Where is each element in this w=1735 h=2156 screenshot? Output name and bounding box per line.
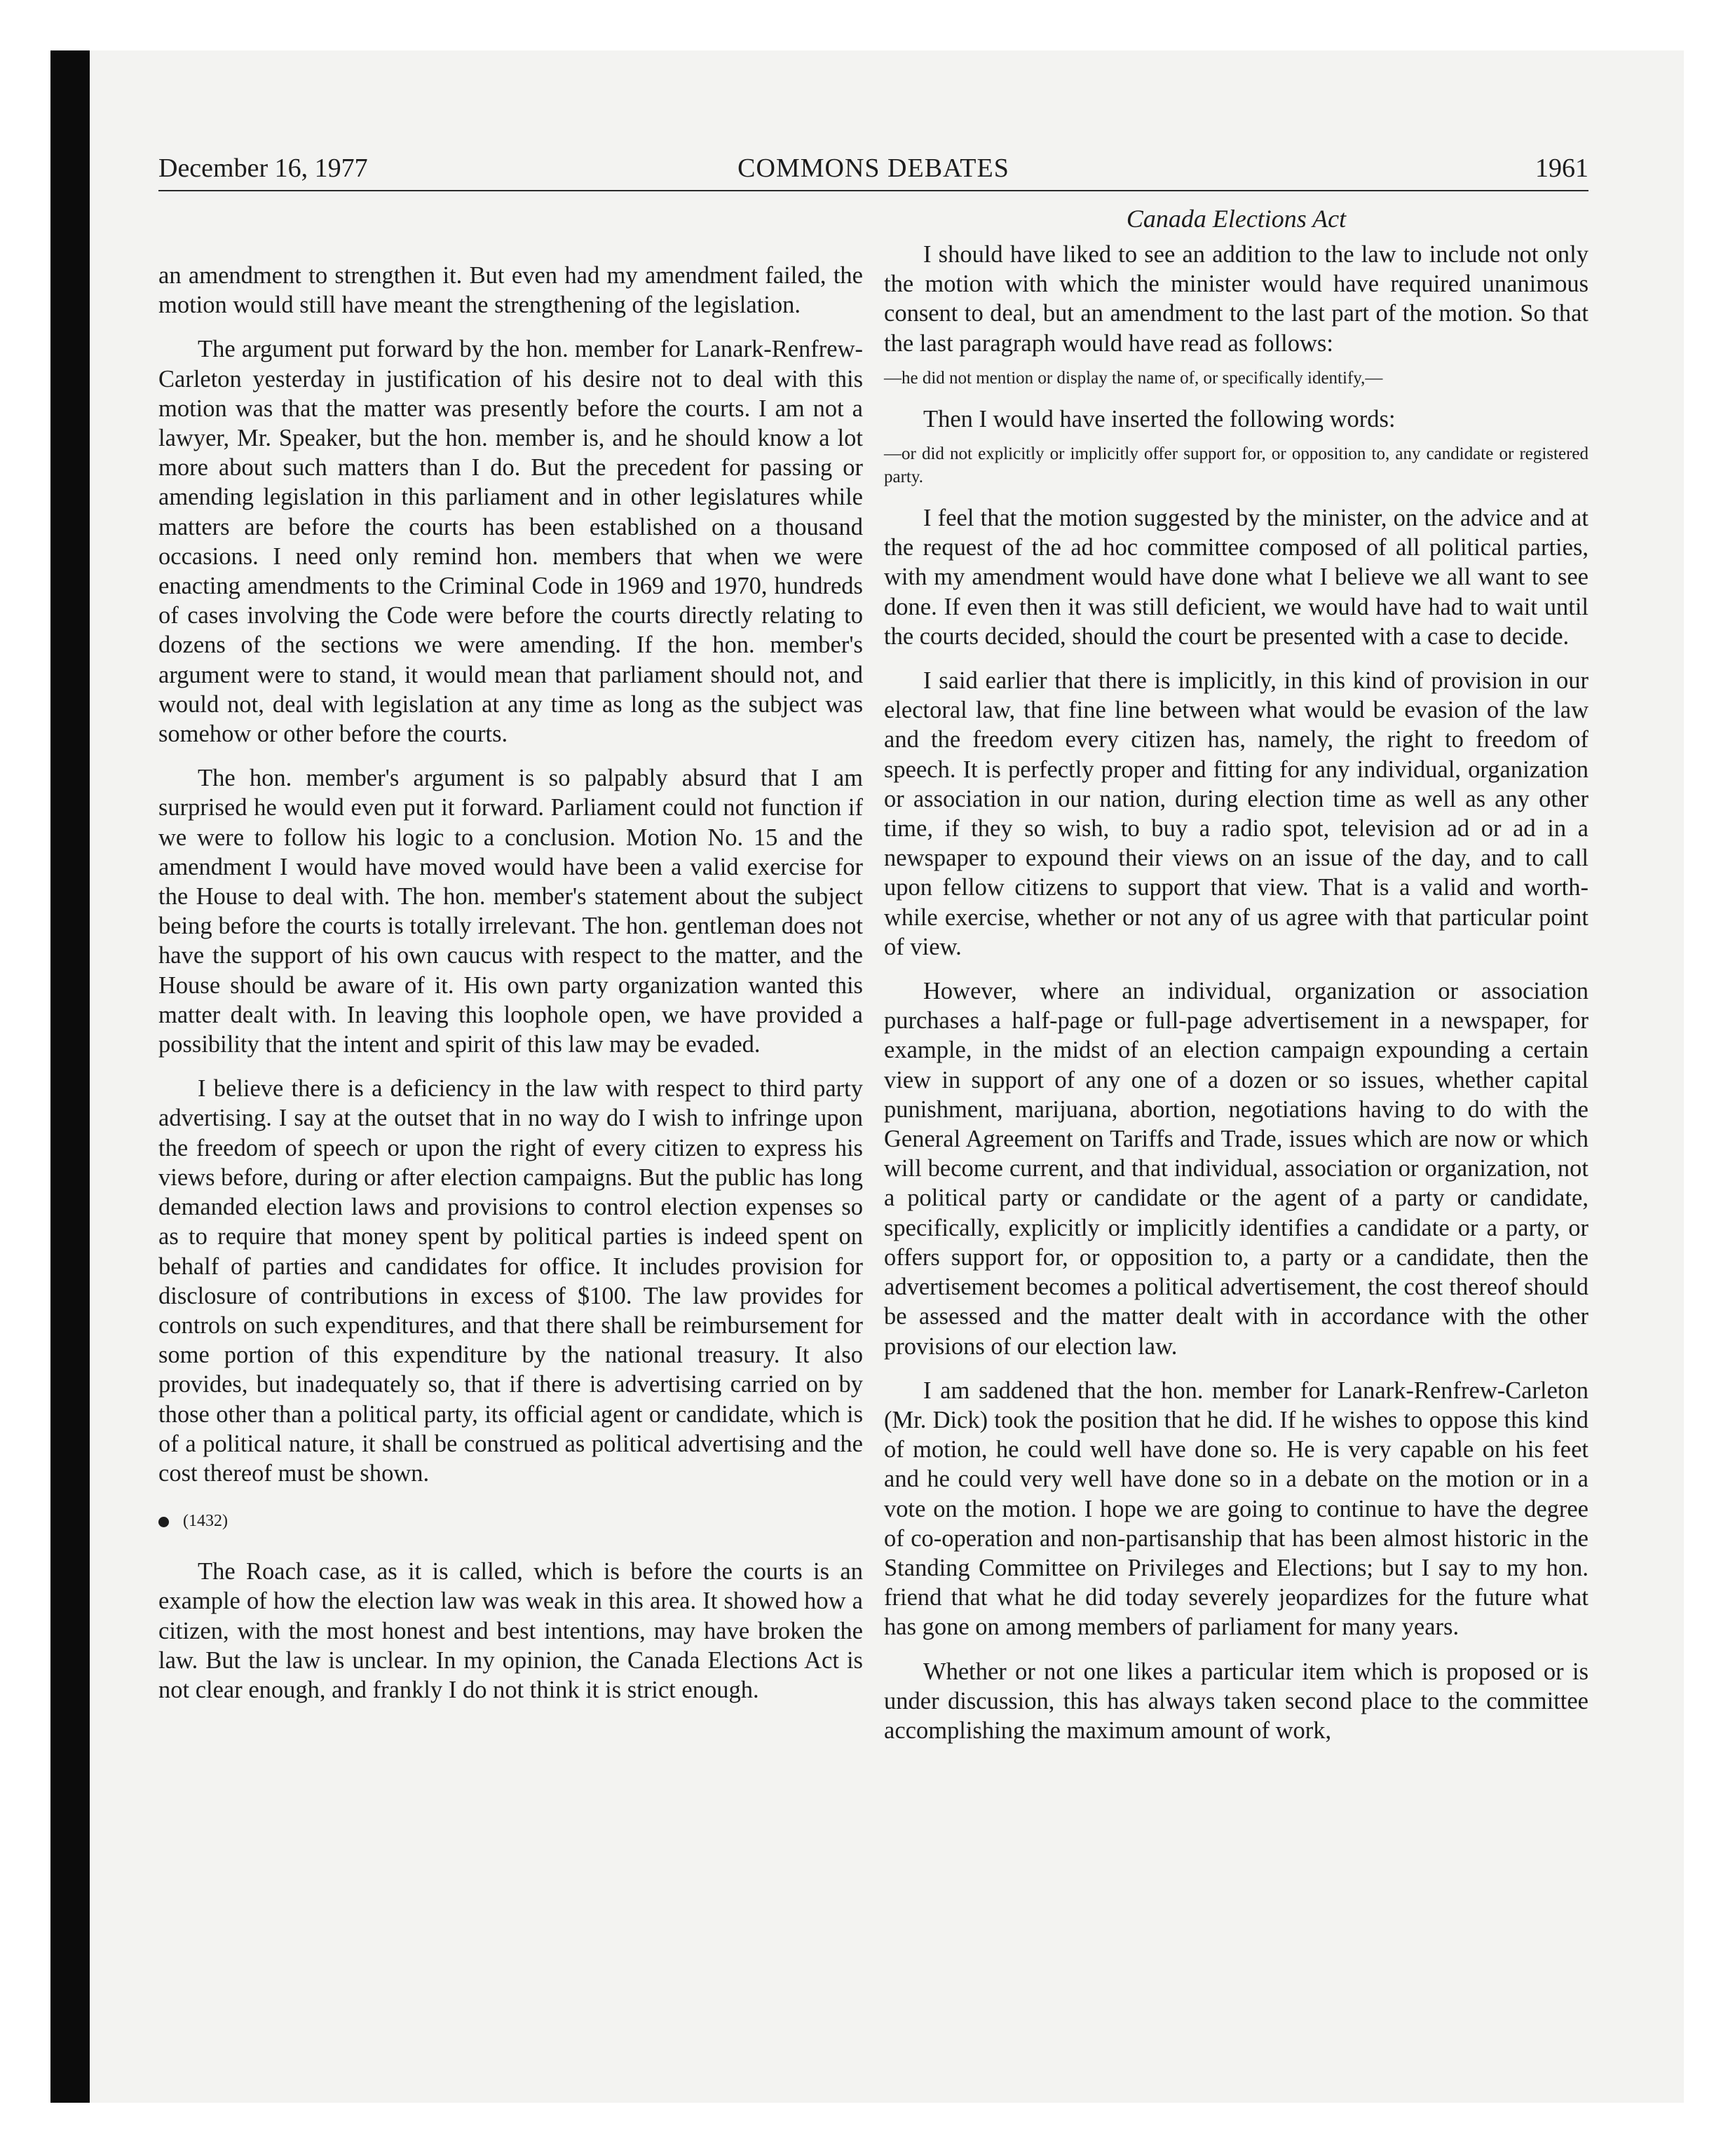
paragraph: I said earlier that there is implicitly, in this kind of provision in our electoral law, that fine line between what would be evasion of the law and the freedom every citizen has, namely, the right to freedom of speech. It is perfectly proper and fitting for any individual, organization or association in our nation, during election time as well as any other time, if they so wish, to buy a radio spot, television ad or ad in a newspaper to expound their views on an issue of the day, and to call upon fellow citizens to support that view. That is a valid and worth-while exercise, whether or not any of us agree with that particular point of view. xyxy=(884,667,1588,960)
header-rule xyxy=(158,190,1588,191)
paragraph: The argument put forward by the hon. member for Lanark-Renfrew-Carleton yesterday in justification of his desire not to deal with this motion was that the matter was presently before the courts. I am not a lawyer, Mr. Speaker, but the hon. member is, and he should know a lot more about such matters than I do. But the precedent for passing or amending legislation in this parliament and in other legislatures while matters are before the courts has been established on a thousand occasions. I need only remind hon. members that when we were enacting amendments to the Criminal Code in 1969 and 1970, hundreds of cases involving the Code were before the courts directly relating to dozens of the sections we were amending. If the hon. member's argument were to stand, it would mean that parliament should not, and would not, deal with legislation at any time as long as the subject was somehow or other before the courts. xyxy=(158,336,863,748)
header-date: December 16, 1977 xyxy=(158,153,368,183)
timestamp: (1432) xyxy=(183,1512,228,1531)
quoted-text: —he did not mention or display the name of, or specifically identify,— xyxy=(884,368,1383,388)
paragraph: I feel that the motion suggested by the minister, on the advice and at the request of the ad hoc committee composed of all political parties, with my amendment would have done what I believe we all want to see done. If even then it was still deficient, we would have had to wait until the courts decided, should the court be presented with a case to decide. xyxy=(884,505,1588,650)
timestamp-marker xyxy=(158,1510,863,1531)
header-publication: COMMONS DEBATES xyxy=(737,153,1009,183)
paragraph: The hon. member's argument is so palpably absurd that I am surprised he would even put it forward. Parliament could not function if we were to follow his logic to a conclusion. Motion No. 15 and the amendment I would have moved would have been a valid exercise for the House to deal with. The hon. member's statement about the subject being before the courts is totally irrelevant. The hon. gentleman does not have the support of his own caucus with respect to the matter, and the House should be aware of it. His own party organization wanted this matter dealt with. In leaving this loophole open, we have provided a possibility that the intent and spirit of this law may be evaded. xyxy=(158,765,863,1058)
header-page-number: 1961 xyxy=(1535,153,1588,183)
paragraph: However, where an individual, organization or association purchases a half-page or full-page advertisement in a newspaper, for example, in the midst of an election campaign expounding a certain view in support of any one of a dozen or so issues, whether capital punishment, marijuana, abortion, negotiations having to do with the General Agreement on Tariffs and Trade, issues which are now or which will become current, and that individual, association or organization, not a political party or candidate or the agent of a party or candidate, specifically, explicitly or implicitly identifies a candidate or a party, or offers support for, or opposition to, a party or a candidate, then the advertisement becomes a political advertisement, the cost thereof should be assessed and the matter dealt with in accordance with the other provisions of our election law. xyxy=(884,978,1588,1360)
paragraph: an amendment to strengthen it. But even had my amendment failed, the motion would still have meant the strengthening of the legislation. xyxy=(158,262,863,319)
left-column-spacer xyxy=(158,203,863,223)
paragraph: I am saddened that the hon. member for Lanark-Renfrew-Carleton (Mr. Dick) took the position that he did. If he wishes to oppose this kind of motion, he could well have done so. He is very capable on his feet and he could very well have done so in a debate on the motion or in a vote on the motion. I hope we are going to continue to have the degree of co-operation and non-partisanship that has been almost historic in the Standing Committee on Privileges and Elections; but I say to my hon. friend that what he did today severely jeopardizes for the future what has gone on among members of parliament for many years. xyxy=(884,1377,1588,1641)
left-column xyxy=(158,203,863,1719)
right-column xyxy=(884,203,1588,1760)
page-header xyxy=(158,153,1588,189)
binding-edge xyxy=(50,50,90,2103)
paragraph: Then I would have inserted the following words: xyxy=(923,405,1396,432)
quoted-text: —or did not explicitly or implicitly offer support for, or opposition to, any candidate or registered party. xyxy=(884,444,1588,487)
paragraph: The Roach case, as it is called, which is before the courts is an example of how the election law was weak in this area. It showed how a citizen, with the most honest and best intentions, may have broken the law. But the law is unclear. In my opinion, the Canada Elections Act is not clear enough, and frankly I do not think it is strict enough. xyxy=(158,1558,863,1703)
section-title: Canada Elections Act xyxy=(1126,205,1347,233)
paragraph: I believe there is a deficiency in the law with respect to third party advertising. I say at the outset that in no way do I wish to infringe upon the freedom of speech or upon the right of every citizen to express his views before, during or after election campaigns. But the public has long demanded election laws and provisions to control election expenses so as to require that money spent by political parties is indeed spent on behalf of parties and candidates for office. It includes provision for disclosure of contributions in excess of $100. The law provides for controls on such expenditures, and that there shall be reimbursement for some portion of this expenditure by the national treasury. It also provides, but inadequately so, that if there is advertising carried on by those other than a political party, its official agent or candidate, which is of a political nature, it shall be construed as political advertising and the cost thereof must be shown. xyxy=(158,1075,863,1487)
paragraph: I should have liked to see an addition to the law to include not only the motion with which the minister would have required unanimous consent to deal, but an amendment to the last part of the motion. So that the last paragraph would have read as follows: xyxy=(884,241,1588,357)
bullet-icon xyxy=(158,1517,169,1527)
paragraph: Whether or not one likes a particular item which is proposed or is under discussion, this has always taken second place to the committee accomplishing the maximum amount of work, xyxy=(884,1658,1588,1744)
